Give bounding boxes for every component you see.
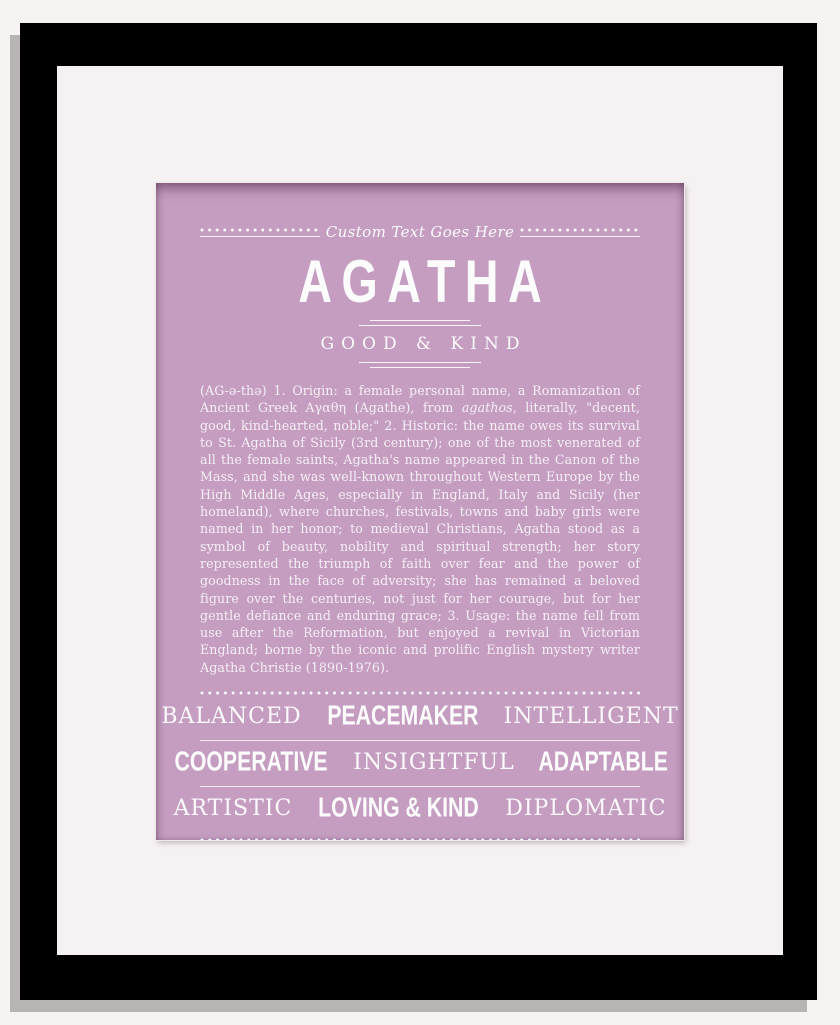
trait-separator [200,740,640,741]
trait-word: ARTISTIC [173,796,293,822]
trait-separator [200,786,640,787]
definition-part-1: (AG-ə-thə) 1. Origin: a female personal name, a Romanization of Ancient Greek Αγαθη (Agathe), from [200,383,640,416]
picture-frame [20,23,817,1000]
trait-word: PEACEMAKER [327,700,479,732]
trait-word: BALANCED [161,704,302,730]
divider-line [370,320,470,321]
trait-word: LOVING & KIND [318,792,480,824]
definition-part-2: , literally, "decent, good, kind-hearted, noble;" 2. Historic: the name owes its survival to St. Agatha of Sicily (3rd century); one of the most venerated of all the female saints, Agatha's name appeared in the Canon of the Mass, and she was well-known throughout Western Europe by the High Middle Ages, especially in England, Italy and Sicily (her homeland), where churches, festivals, towns and baby girls were named in her honor; to medieval Christians, Agatha stood as a symbol of beauty, nobility and spiritual strength; her story represented the triumph of faith over fear and the power of goodness in the face of adversity; she has remained a beloved figure over the centuries, not just for her courage, but for her gentle defiance and enduring grace; 3. Usage: the name fell from use after the Reformation, but enjoyed a revival in Victorian England; borne by the iconic and prolific English mystery writer Agatha Christie (1890-1976). [200,400,641,675]
custom-text-header [200,221,640,243]
mat-board [57,66,783,955]
trait-word: INSIGHTFUL [353,750,515,776]
dots-row [200,228,320,232]
dotted-rule-left [200,228,320,237]
trait-word: DIPLOMATIC [505,796,667,822]
dots-row [520,228,640,232]
rule-line [200,236,320,237]
tagline-block [200,320,640,368]
trait-word: ADAPTABLE [538,746,668,778]
divider-line [359,325,481,326]
divider-line [359,362,481,363]
name-title: AGATHA [298,248,552,315]
dotted-rule-right [520,228,640,237]
tagline: GOOD & KIND [320,334,527,354]
traits-row-3 [173,792,667,824]
traits-row-2 [174,746,668,778]
trait-word: COOPERATIVE [174,746,328,778]
art-print [156,183,684,840]
dotted-divider-bottom [200,838,640,840]
traits-row-1 [161,700,679,732]
dotted-divider-top [200,691,640,695]
divider-line [370,367,470,368]
definition-italic-word: agathos [461,400,513,416]
definition-text [200,382,640,676]
trait-word: INTELLIGENT [503,704,679,730]
custom-text-label: Custom Text Goes Here [325,223,515,241]
rule-line [520,236,640,237]
